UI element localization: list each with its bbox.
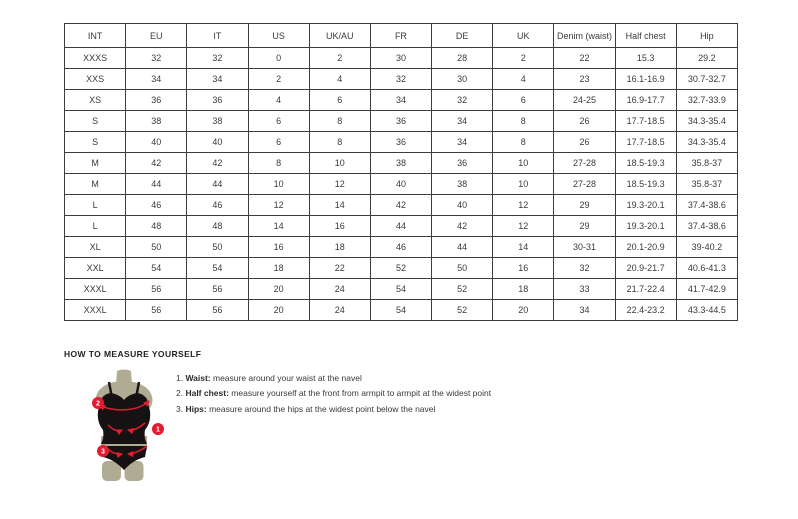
table-cell: 2 bbox=[309, 48, 370, 69]
table-cell: 30 bbox=[432, 69, 493, 90]
table-cell: 16 bbox=[309, 216, 370, 237]
table-cell: 4 bbox=[309, 69, 370, 90]
table-cell: XXXS bbox=[65, 48, 126, 69]
instruction-number: 3. bbox=[176, 403, 186, 414]
table-cell: 10 bbox=[493, 174, 554, 195]
table-cell: 32 bbox=[370, 69, 431, 90]
instruction-text: measure around your waist at the navel bbox=[210, 373, 362, 383]
table-cell: 12 bbox=[309, 174, 370, 195]
table-cell: 48 bbox=[187, 216, 248, 237]
table-cell: 18 bbox=[248, 258, 309, 279]
table-cell: 12 bbox=[493, 216, 554, 237]
table-cell: 35.8-37 bbox=[676, 153, 737, 174]
table-cell: 42 bbox=[187, 153, 248, 174]
table-cell: 46 bbox=[187, 195, 248, 216]
table-cell: XL bbox=[65, 237, 126, 258]
table-cell: 17.7-18.5 bbox=[615, 132, 676, 153]
table-cell: 10 bbox=[248, 174, 309, 195]
table-cell: 2 bbox=[248, 69, 309, 90]
table-cell: 36 bbox=[187, 90, 248, 111]
table-cell: 17.7-18.5 bbox=[615, 111, 676, 132]
table-cell: 56 bbox=[187, 300, 248, 321]
table-cell: 44 bbox=[370, 216, 431, 237]
table-cell: 6 bbox=[248, 132, 309, 153]
table-cell: 29 bbox=[554, 195, 615, 216]
table-cell: 28 bbox=[432, 48, 493, 69]
table-cell: 27-28 bbox=[554, 174, 615, 195]
table-cell: 18.5-19.3 bbox=[615, 153, 676, 174]
table-cell: 36 bbox=[432, 153, 493, 174]
table-cell: 37.4-38.6 bbox=[676, 216, 737, 237]
table-cell: 54 bbox=[370, 300, 431, 321]
instruction-text: measure around the hips at the widest point below the navel bbox=[206, 403, 436, 414]
table-cell: 41.7-42.9 bbox=[676, 279, 737, 300]
table-cell: 34 bbox=[370, 90, 431, 111]
table-cell: 6 bbox=[493, 90, 554, 111]
table-cell: 8 bbox=[309, 132, 370, 153]
instruction-term: Waist: bbox=[185, 373, 211, 383]
table-cell: 4 bbox=[248, 90, 309, 111]
table-cell: 34 bbox=[126, 69, 187, 90]
table-cell: 18 bbox=[309, 237, 370, 258]
table-cell: 30 bbox=[370, 48, 431, 69]
table-cell: 23 bbox=[554, 69, 615, 90]
table-row bbox=[65, 195, 738, 216]
table-cell: XXS bbox=[65, 69, 126, 90]
badge-2-number: 2 bbox=[96, 400, 100, 408]
mannequin-illustration bbox=[70, 368, 166, 482]
table-cell: 20.9-21.7 bbox=[615, 258, 676, 279]
instruction-item bbox=[176, 386, 491, 401]
table-cell: 29 bbox=[554, 216, 615, 237]
table-cell: 15.3 bbox=[615, 48, 676, 69]
table-cell: 33 bbox=[554, 279, 615, 300]
table-cell: 35.8-37 bbox=[676, 174, 737, 195]
table-cell: 4 bbox=[493, 69, 554, 90]
size-table-header-row bbox=[65, 24, 738, 48]
column-header: FR bbox=[370, 24, 431, 48]
camisole bbox=[98, 393, 150, 444]
table-cell: 42 bbox=[126, 153, 187, 174]
table-cell: XXXL bbox=[65, 279, 126, 300]
table-row bbox=[65, 279, 738, 300]
table-cell: 52 bbox=[432, 279, 493, 300]
table-cell: S bbox=[65, 111, 126, 132]
table-row bbox=[65, 132, 738, 153]
table-cell: 20 bbox=[493, 300, 554, 321]
column-header: US bbox=[248, 24, 309, 48]
table-cell: 18.5-19.3 bbox=[615, 174, 676, 195]
table-row bbox=[65, 237, 738, 258]
table-cell: 18 bbox=[493, 279, 554, 300]
table-cell: 26 bbox=[554, 132, 615, 153]
table-cell: 12 bbox=[493, 195, 554, 216]
table-cell: 14 bbox=[493, 237, 554, 258]
table-cell: 54 bbox=[126, 258, 187, 279]
table-cell: 43.3-44.5 bbox=[676, 300, 737, 321]
table-cell: 22 bbox=[309, 258, 370, 279]
measure-instructions bbox=[176, 371, 491, 417]
table-cell: XXXL bbox=[65, 300, 126, 321]
table-row bbox=[65, 216, 738, 237]
column-header: Half chest bbox=[615, 24, 676, 48]
badge-1-number: 1 bbox=[156, 426, 160, 434]
table-cell: 34 bbox=[432, 111, 493, 132]
table-cell: 10 bbox=[309, 153, 370, 174]
size-table bbox=[64, 23, 738, 321]
instruction-text: measure yourself at the front from armpit to armpit at the widest point bbox=[228, 388, 492, 399]
table-row bbox=[65, 300, 738, 321]
instruction-item bbox=[176, 371, 491, 386]
table-cell: 22.4-23.2 bbox=[615, 300, 676, 321]
table-cell: 16 bbox=[493, 258, 554, 279]
table-row bbox=[65, 258, 738, 279]
size-table-body bbox=[65, 48, 738, 321]
table-cell: 29.2 bbox=[676, 48, 737, 69]
table-cell: 40 bbox=[432, 195, 493, 216]
table-cell: 46 bbox=[126, 195, 187, 216]
table-cell: 20 bbox=[248, 300, 309, 321]
table-cell: 40.6-41.3 bbox=[676, 258, 737, 279]
badge-3-number: 3 bbox=[101, 448, 105, 456]
table-cell: 50 bbox=[187, 237, 248, 258]
size-table-head bbox=[65, 24, 738, 48]
table-cell: 30-31 bbox=[554, 237, 615, 258]
table-cell: 0 bbox=[248, 48, 309, 69]
table-cell: M bbox=[65, 174, 126, 195]
table-cell: 44 bbox=[187, 174, 248, 195]
table-cell: 52 bbox=[432, 300, 493, 321]
table-cell: 26 bbox=[554, 111, 615, 132]
table-cell: 14 bbox=[309, 195, 370, 216]
column-header: IT bbox=[187, 24, 248, 48]
table-cell: 38 bbox=[370, 153, 431, 174]
table-cell: XXL bbox=[65, 258, 126, 279]
column-header: INT bbox=[65, 24, 126, 48]
table-cell: 44 bbox=[432, 237, 493, 258]
table-cell: 32 bbox=[554, 258, 615, 279]
table-cell: L bbox=[65, 216, 126, 237]
table-row bbox=[65, 90, 738, 111]
table-cell: 16.1-16.9 bbox=[615, 69, 676, 90]
table-cell: 42 bbox=[432, 216, 493, 237]
table-cell: 38 bbox=[187, 111, 248, 132]
table-cell: 54 bbox=[370, 279, 431, 300]
table-cell: 12 bbox=[248, 195, 309, 216]
table-cell: 14 bbox=[248, 216, 309, 237]
table-cell: 19.3-20.1 bbox=[615, 195, 676, 216]
table-cell: 56 bbox=[126, 279, 187, 300]
table-cell: 38 bbox=[432, 174, 493, 195]
table-cell: 56 bbox=[187, 279, 248, 300]
table-cell: 20.1-20.9 bbox=[615, 237, 676, 258]
table-cell: 24 bbox=[309, 279, 370, 300]
table-cell: 32 bbox=[432, 90, 493, 111]
table-cell: 10 bbox=[493, 153, 554, 174]
table-cell: 40 bbox=[126, 132, 187, 153]
measurement-figure bbox=[70, 368, 166, 482]
table-cell: 6 bbox=[309, 90, 370, 111]
table-cell: 36 bbox=[126, 90, 187, 111]
table-cell: 40 bbox=[370, 174, 431, 195]
column-header: EU bbox=[126, 24, 187, 48]
table-cell: 46 bbox=[370, 237, 431, 258]
table-cell: 34 bbox=[187, 69, 248, 90]
table-cell: 8 bbox=[493, 132, 554, 153]
table-cell: 54 bbox=[187, 258, 248, 279]
table-cell: 8 bbox=[493, 111, 554, 132]
table-cell: XS bbox=[65, 90, 126, 111]
table-cell: 36 bbox=[370, 132, 431, 153]
table-cell: 40 bbox=[187, 132, 248, 153]
table-cell: 27-28 bbox=[554, 153, 615, 174]
table-cell: 34.3-35.4 bbox=[676, 111, 737, 132]
table-cell: 34.3-35.4 bbox=[676, 132, 737, 153]
instruction-item bbox=[176, 402, 491, 417]
table-cell: 37.4-38.6 bbox=[676, 195, 737, 216]
instruction-term: Half chest: bbox=[185, 388, 229, 399]
column-header: DE bbox=[432, 24, 493, 48]
table-cell: 6 bbox=[248, 111, 309, 132]
table-row bbox=[65, 69, 738, 90]
table-cell: 22 bbox=[554, 48, 615, 69]
table-row bbox=[65, 48, 738, 69]
table-cell: 8 bbox=[248, 153, 309, 174]
column-header: UK/AU bbox=[309, 24, 370, 48]
table-row bbox=[65, 153, 738, 174]
column-header: Denim (waist) bbox=[554, 24, 615, 48]
table-cell: 24 bbox=[309, 300, 370, 321]
instruction-number: 2. bbox=[176, 388, 186, 399]
table-cell: 21.7-22.4 bbox=[615, 279, 676, 300]
table-cell: 36 bbox=[370, 111, 431, 132]
instruction-number: 1. bbox=[176, 373, 186, 383]
table-cell: 50 bbox=[126, 237, 187, 258]
table-cell: 44 bbox=[126, 174, 187, 195]
table-cell: 32.7-33.9 bbox=[676, 90, 737, 111]
table-cell: 39-40.2 bbox=[676, 237, 737, 258]
table-cell: 50 bbox=[432, 258, 493, 279]
table-cell: 48 bbox=[126, 216, 187, 237]
table-cell: 34 bbox=[554, 300, 615, 321]
table-cell: 38 bbox=[126, 111, 187, 132]
measure-section-title: HOW TO MEASURE YOURSELF bbox=[64, 349, 202, 359]
table-cell: 8 bbox=[309, 111, 370, 132]
column-header: Hip bbox=[676, 24, 737, 48]
table-cell: S bbox=[65, 132, 126, 153]
table-cell: L bbox=[65, 195, 126, 216]
table-cell: 32 bbox=[187, 48, 248, 69]
table-cell: 56 bbox=[126, 300, 187, 321]
table-cell: 16 bbox=[248, 237, 309, 258]
table-cell: 30.7-32.7 bbox=[676, 69, 737, 90]
table-cell: M bbox=[65, 153, 126, 174]
table-cell: 16.9-17.7 bbox=[615, 90, 676, 111]
table-cell: 19.3-20.1 bbox=[615, 216, 676, 237]
table-cell: 2 bbox=[493, 48, 554, 69]
table-cell: 52 bbox=[370, 258, 431, 279]
instruction-term: Hips: bbox=[185, 403, 207, 414]
table-row bbox=[65, 174, 738, 195]
table-cell: 20 bbox=[248, 279, 309, 300]
table-cell: 24-25 bbox=[554, 90, 615, 111]
table-cell: 34 bbox=[432, 132, 493, 153]
table-cell: 32 bbox=[126, 48, 187, 69]
table-cell: 42 bbox=[370, 195, 431, 216]
table-row bbox=[65, 111, 738, 132]
column-header: UK bbox=[493, 24, 554, 48]
